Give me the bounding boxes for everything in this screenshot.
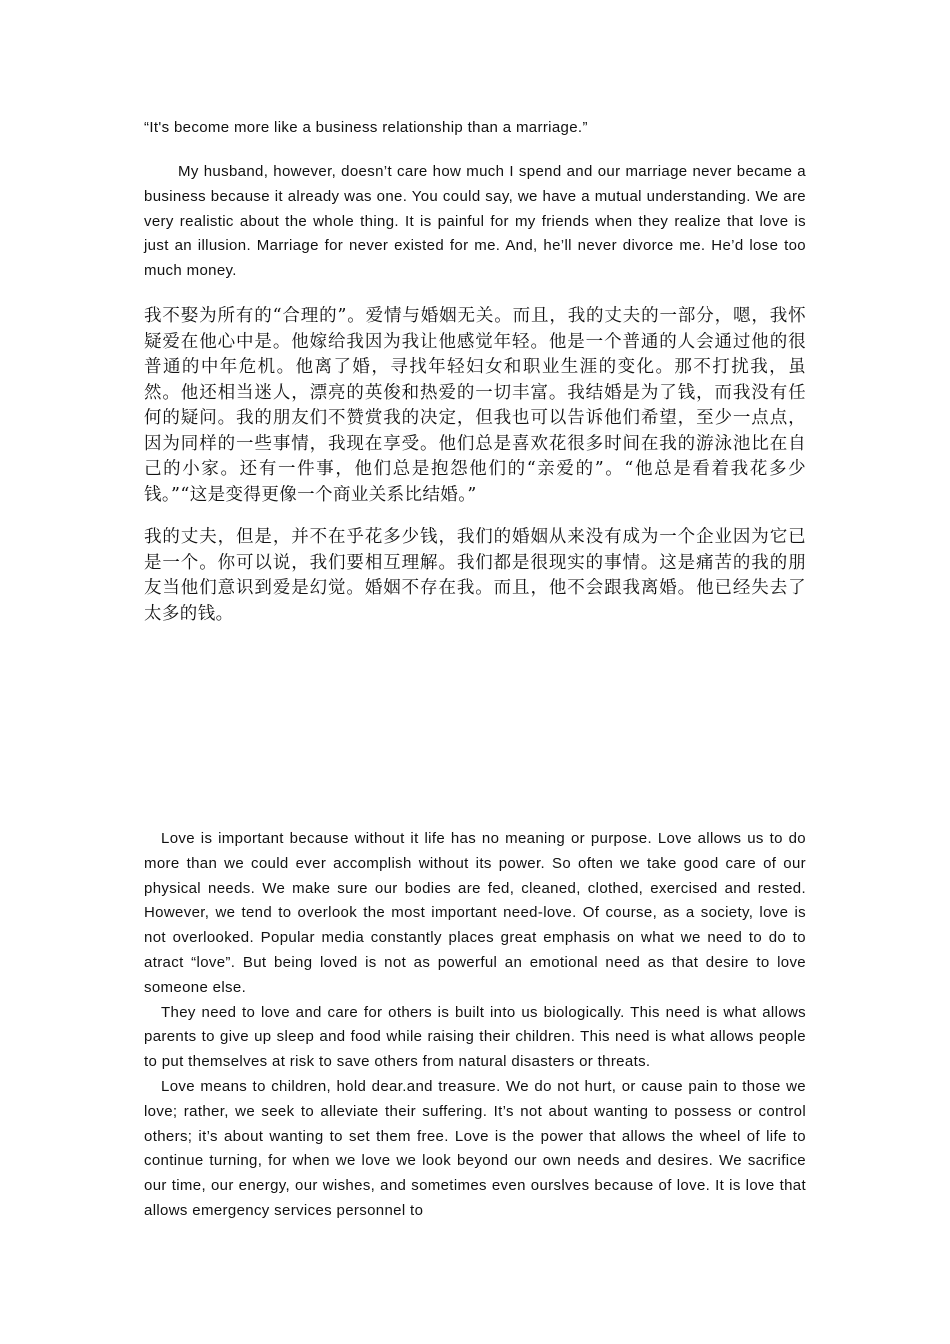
quote-paragraph: [144, 116, 806, 141]
quote-text: “It's become more like a business relationship than a marriage.”: [144, 119, 588, 136]
chinese-paragraph-2-text: 我的丈夫，但是，并不在乎花多少钱，我们的婚姻从来没有成为一个企业因为它已是一个。你可以说，我们要相互理解。我们都是很现实的事情。这是痛苦的我的朋友当他们意识到爱是幻觉。婚姻不存在我。而且，他不会跟我离婚。他已经失去了太多的钱。: [144, 527, 806, 624]
love-essay: [144, 827, 806, 1224]
love-essay-paragraph-1: Love is important because without it life has no meaning or purpose. Love allows us to do more than we could ever accomplish without its power. So often we take good care of our physical needs. We make sure our bodies are fed, cleaned, clothed, exercised and rested. However, we tend to overlook the most important need-love. Of course, as a society, love is not overlooked. Popular media constantly places great emphasis on what we need to do to atract “love”. But being loved is not as powerful an emotional need as that desire to love someone else.: [144, 830, 806, 996]
chinese-paragraph-1: [144, 304, 806, 508]
love-essay-paragraph-3: Love means to children, hold dear.and treasure. We do not hurt, or cause pain to those we love; rather, we seek to alleviate their suffering. It’s not about wanting to possess or control others; it’s about wanting to set them free. Love is the power that allows the wheel of life to continue turning, for when we love we look beyond our own needs and desires. We sacrifice our time, our energy, our wishes, and sometimes even ourslves because of love. It is love that allows emergency services personnel to: [144, 1077, 806, 1219]
husband-paragraph-text: My husband, however, doesn’t care how much I spend and our marriage never became a business because it already was one. You could say, we have a mutual understanding. We are very realistic about the whole thing. It is painful for my friends when they realize that love is just an illusion. Marriage for never existed for me. And, he’ll never divorce me. He’d lose too much money.: [144, 163, 806, 280]
husband-paragraph: [144, 160, 806, 284]
chinese-paragraph-2: [144, 525, 806, 627]
chinese-paragraph-1-text: 我不娶为所有的“合理的”。爱情与婚姻无关。而且，我的丈夫的一部分，嗯，我怀疑爱在他心中是。他嫁给我因为我让他感觉年轻。他是一个普通的人会通过他的很普通的中年危机。他离了婚，寻找年轻妇女和职业生涯的变化。那不打扰我，虽然。他还相当迷人，漂亮的英俊和热爱的一切丰富。我结婚是为了钱，而我没有任何的疑问。我的朋友们不赞赏我的决定，但我也可以告诉他们希望，至少一点点，因为同样的一些事情，我现在享受。他们总是喜欢花很多时间在我的游泳池比在自己的小家。还有一件事，他们总是抱怨他们的“亲爱的”。“他总是看着我花多少钱。”“这是变得更像一个商业关系比结婚。”: [144, 306, 806, 505]
love-essay-paragraph-2: They need to love and care for others is built into us biologically. This need is what allows parents to give up sleep and food while raising their children. This need is what allows people to put themselves at risk to save others from natural disasters or threats.: [144, 1003, 806, 1071]
